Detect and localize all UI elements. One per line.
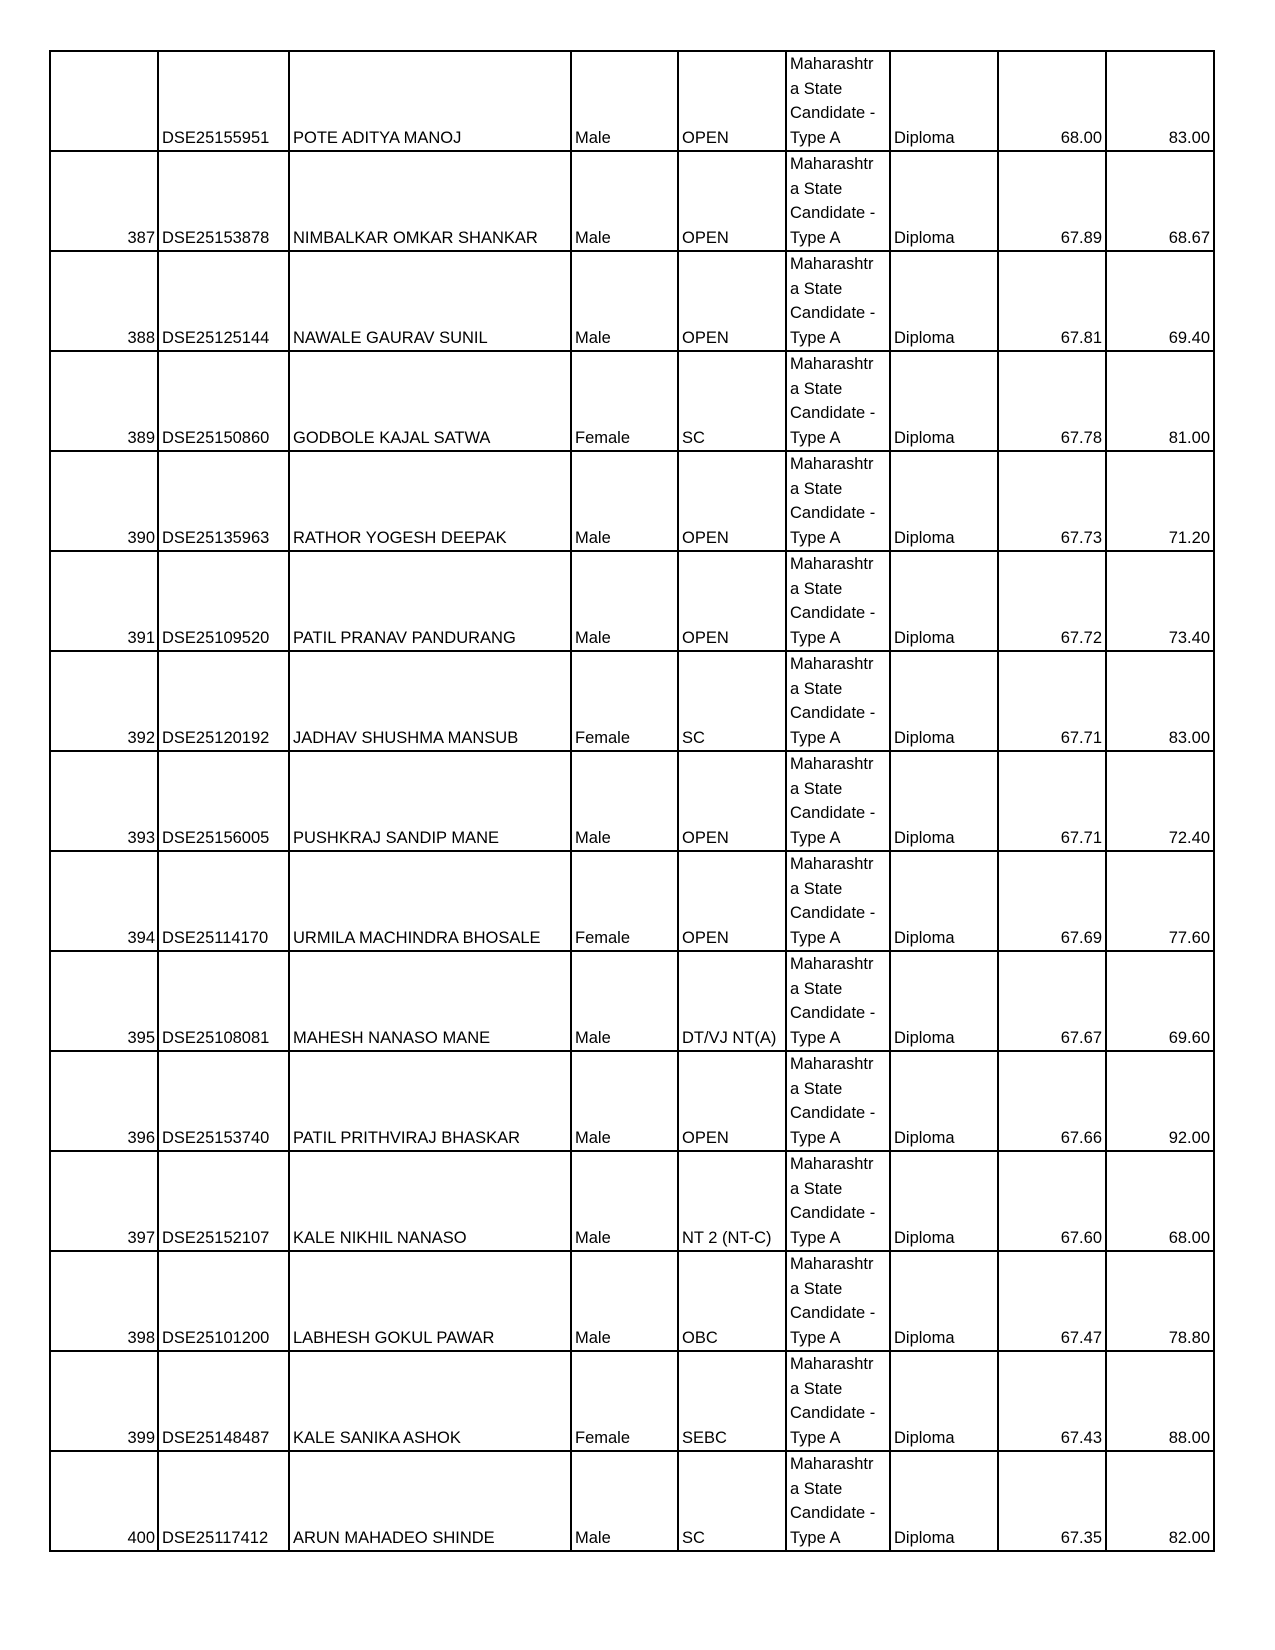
application-id-cell: DSE25153740 <box>158 1051 289 1151</box>
qualification-cell: Diploma <box>890 651 998 751</box>
gender-cell: Male <box>571 251 678 351</box>
gender-cell: Female <box>571 1351 678 1451</box>
table-row <box>50 1351 1214 1451</box>
serial-number-cell: 387 <box>50 151 158 251</box>
candidature-type-line: Maharashtr <box>790 655 874 673</box>
gender-cell: Male <box>571 1251 678 1351</box>
application-id-cell: DSE25101200 <box>158 1251 289 1351</box>
candidature-type-line: Maharashtr <box>790 355 874 373</box>
merit-score-cell: 67.72 <box>998 551 1106 651</box>
qualification-cell: Diploma <box>890 1051 998 1151</box>
serial-number-cell: 397 <box>50 1151 158 1251</box>
candidature-type-line: Candidate - <box>790 1104 876 1122</box>
qualification-cell: Diploma <box>890 551 998 651</box>
table-row <box>50 351 1214 451</box>
gender-cell: Male <box>571 751 678 851</box>
candidate-name-cell: KALE NIKHIL NANASO <box>289 1151 571 1251</box>
candidature-type-cell <box>786 251 890 351</box>
candidate-name-cell: KALE SANIKA ASHOK <box>289 1351 571 1451</box>
candidature-type-line: a State <box>790 1279 843 1298</box>
candidature-type-line: Candidate - <box>790 1304 876 1322</box>
merit-score-cell: 67.81 <box>998 251 1106 351</box>
candidature-type-line: a State <box>790 479 843 498</box>
candidature-type-line: Type A <box>790 1228 841 1247</box>
percentage-cell: 69.60 <box>1106 951 1214 1051</box>
candidate-name-cell: RATHOR YOGESH DEEPAK <box>289 451 571 551</box>
candidature-type-cell <box>786 551 890 651</box>
application-id-cell: DSE25150860 <box>158 351 289 451</box>
application-id-cell: DSE25135963 <box>158 451 289 551</box>
qualification-cell: Diploma <box>890 1151 998 1251</box>
serial-number-cell: 389 <box>50 351 158 451</box>
merit-score-cell: 67.35 <box>998 1451 1106 1551</box>
candidature-type-cell <box>786 51 890 151</box>
percentage-cell: 77.60 <box>1106 851 1214 951</box>
merit-score-cell: 67.71 <box>998 651 1106 751</box>
candidature-type-line: Maharashtr <box>790 255 874 273</box>
candidature-type-line: Maharashtr <box>790 1055 874 1073</box>
merit-score-cell: 67.47 <box>998 1251 1106 1351</box>
percentage-cell: 82.00 <box>1106 1451 1214 1551</box>
candidature-type-cell <box>786 1451 890 1551</box>
serial-number-cell <box>50 51 158 151</box>
candidature-type-cell <box>786 1351 890 1451</box>
candidature-type-line: Maharashtr <box>790 1455 874 1473</box>
candidature-type-cell <box>786 851 890 951</box>
gender-cell: Male <box>571 951 678 1051</box>
category-cell: OPEN <box>678 451 786 551</box>
candidature-type-line: Type A <box>790 328 841 347</box>
percentage-cell: 73.40 <box>1106 551 1214 651</box>
percentage-cell: 83.00 <box>1106 51 1214 151</box>
candidature-type-cell <box>786 151 890 251</box>
application-id-cell: DSE25125144 <box>158 251 289 351</box>
candidature-type-line: Candidate - <box>790 904 876 922</box>
candidate-name-cell: PATIL PRANAV PANDURANG <box>289 551 571 651</box>
qualification-cell: Diploma <box>890 951 998 1051</box>
category-cell: OPEN <box>678 151 786 251</box>
category-cell: OPEN <box>678 251 786 351</box>
candidature-type-line: Candidate - <box>790 204 876 222</box>
serial-number-cell: 394 <box>50 851 158 951</box>
percentage-cell: 69.40 <box>1106 251 1214 351</box>
table-row <box>50 751 1214 851</box>
candidate-name-cell: ARUN MAHADEO SHINDE <box>289 1451 571 1551</box>
gender-cell: Male <box>571 1151 678 1251</box>
gender-cell: Female <box>571 351 678 451</box>
application-id-cell: DSE25109520 <box>158 551 289 651</box>
qualification-cell: Diploma <box>890 1251 998 1351</box>
application-id-cell: DSE25117412 <box>158 1451 289 1551</box>
candidature-type-line: a State <box>790 1079 843 1098</box>
percentage-cell: 68.67 <box>1106 151 1214 251</box>
serial-number-cell: 392 <box>50 651 158 751</box>
application-id-cell: DSE25108081 <box>158 951 289 1051</box>
gender-cell: Male <box>571 551 678 651</box>
candidature-type-line: Candidate - <box>790 1504 876 1522</box>
percentage-cell: 83.00 <box>1106 651 1214 751</box>
candidature-type-line: Maharashtr <box>790 1155 874 1173</box>
merit-score-cell: 67.78 <box>998 351 1106 451</box>
merit-score-cell: 67.60 <box>998 1151 1106 1251</box>
merit-score-cell: 67.71 <box>998 751 1106 851</box>
candidature-type-line: Candidate - <box>790 104 876 122</box>
candidature-type-line: Maharashtr <box>790 1355 874 1373</box>
qualification-cell: Diploma <box>890 1351 998 1451</box>
table-row <box>50 1151 1214 1251</box>
table-row <box>50 1051 1214 1151</box>
category-cell: SEBC <box>678 1351 786 1451</box>
merit-score-cell: 67.43 <box>998 1351 1106 1451</box>
candidature-type-line: a State <box>790 379 843 398</box>
qualification-cell: Diploma <box>890 151 998 251</box>
candidate-name-cell: PUSHKRAJ SANDIP MANE <box>289 751 571 851</box>
candidature-type-line: a State <box>790 579 843 598</box>
candidature-type-line: a State <box>790 1379 843 1398</box>
candidature-type-line: Maharashtr <box>790 1255 874 1273</box>
serial-number-cell: 399 <box>50 1351 158 1451</box>
qualification-cell: Diploma <box>890 751 998 851</box>
application-id-cell: DSE25120192 <box>158 651 289 751</box>
candidature-type-line: Candidate - <box>790 404 876 422</box>
candidature-type-cell <box>786 951 890 1051</box>
serial-number-cell: 398 <box>50 1251 158 1351</box>
table-row <box>50 651 1214 751</box>
candidature-type-line: a State <box>790 1179 843 1198</box>
candidature-type-line: Candidate - <box>790 704 876 722</box>
table-row <box>50 551 1214 651</box>
candidature-type-line: Candidate - <box>790 1204 876 1222</box>
candidature-type-line: Candidate - <box>790 604 876 622</box>
application-id-cell: DSE25153878 <box>158 151 289 251</box>
gender-cell: Male <box>571 451 678 551</box>
category-cell: DT/VJ NT(A) <box>678 951 786 1051</box>
candidature-type-line: Type A <box>790 228 841 247</box>
candidate-name-cell: URMILA MACHINDRA BHOSALE <box>289 851 571 951</box>
candidature-type-line: Type A <box>790 728 841 747</box>
category-cell: OBC <box>678 1251 786 1351</box>
merit-score-cell: 68.00 <box>998 51 1106 151</box>
gender-cell: Male <box>571 1051 678 1151</box>
merit-score-cell: 67.69 <box>998 851 1106 951</box>
candidature-type-cell <box>786 451 890 551</box>
candidature-type-line: a State <box>790 879 843 898</box>
application-id-cell: DSE25152107 <box>158 1151 289 1251</box>
category-cell: OPEN <box>678 851 786 951</box>
gender-cell: Male <box>571 151 678 251</box>
category-cell: OPEN <box>678 751 786 851</box>
merit-score-cell: 67.73 <box>998 451 1106 551</box>
serial-number-cell: 390 <box>50 451 158 551</box>
candidature-type-line: Maharashtr <box>790 155 874 173</box>
candidature-type-line: a State <box>790 179 843 198</box>
qualification-cell: Diploma <box>890 1451 998 1551</box>
gender-cell: Female <box>571 651 678 751</box>
candidate-name-cell: GODBOLE KAJAL SATWA <box>289 351 571 451</box>
category-cell: SC <box>678 351 786 451</box>
serial-number-cell: 400 <box>50 1451 158 1551</box>
candidate-name-cell: MAHESH NANASO MANE <box>289 951 571 1051</box>
candidature-type-cell <box>786 751 890 851</box>
category-cell: OPEN <box>678 551 786 651</box>
merit-score-cell: 67.67 <box>998 951 1106 1051</box>
candidature-type-line: a State <box>790 79 843 98</box>
merit-score-cell: 67.66 <box>998 1051 1106 1151</box>
serial-number-cell: 396 <box>50 1051 158 1151</box>
percentage-cell: 92.00 <box>1106 1051 1214 1151</box>
candidature-type-line: Type A <box>790 1028 841 1047</box>
candidature-type-line: Type A <box>790 1528 841 1547</box>
table-row <box>50 951 1214 1051</box>
candidate-name-cell: NIMBALKAR OMKAR SHANKAR <box>289 151 571 251</box>
qualification-cell: Diploma <box>890 251 998 351</box>
candidature-type-cell <box>786 351 890 451</box>
candidature-type-line: Maharashtr <box>790 855 874 873</box>
candidature-type-cell <box>786 1251 890 1351</box>
gender-cell: Male <box>571 51 678 151</box>
candidature-type-cell <box>786 1051 890 1151</box>
candidature-type-line: Type A <box>790 428 841 447</box>
candidature-type-cell <box>786 1151 890 1251</box>
merit-list-table <box>49 50 1215 1552</box>
category-cell: SC <box>678 1451 786 1551</box>
candidature-type-cell <box>786 651 890 751</box>
table-row <box>50 1251 1214 1351</box>
candidate-name-cell: JADHAV SHUSHMA MANSUB <box>289 651 571 751</box>
candidate-name-cell: POTE ADITYA MANOJ <box>289 51 571 151</box>
table-row <box>50 1451 1214 1551</box>
candidature-type-line: Maharashtr <box>790 555 874 573</box>
serial-number-cell: 388 <box>50 251 158 351</box>
percentage-cell: 88.00 <box>1106 1351 1214 1451</box>
application-id-cell: DSE25156005 <box>158 751 289 851</box>
candidature-type-line: a State <box>790 279 843 298</box>
percentage-cell: 72.40 <box>1106 751 1214 851</box>
percentage-cell: 68.00 <box>1106 1151 1214 1251</box>
table-row <box>50 451 1214 551</box>
category-cell: OPEN <box>678 1051 786 1151</box>
candidature-type-line: Candidate - <box>790 1404 876 1422</box>
candidature-type-line: Candidate - <box>790 304 876 322</box>
table-row <box>50 251 1214 351</box>
category-cell: SC <box>678 651 786 751</box>
table-row <box>50 151 1214 251</box>
application-id-cell: DSE25155951 <box>158 51 289 151</box>
candidature-type-line: Candidate - <box>790 1004 876 1022</box>
candidature-type-line: Type A <box>790 1328 841 1347</box>
candidature-type-line: a State <box>790 779 843 798</box>
application-id-cell: DSE25148487 <box>158 1351 289 1451</box>
serial-number-cell: 395 <box>50 951 158 1051</box>
qualification-cell: Diploma <box>890 451 998 551</box>
percentage-cell: 71.20 <box>1106 451 1214 551</box>
category-cell: NT 2 (NT-C) <box>678 1151 786 1251</box>
candidate-name-cell: NAWALE GAURAV SUNIL <box>289 251 571 351</box>
gender-cell: Female <box>571 851 678 951</box>
qualification-cell: Diploma <box>890 51 998 151</box>
candidature-type-line: Type A <box>790 828 841 847</box>
candidature-type-line: a State <box>790 1479 843 1498</box>
serial-number-cell: 393 <box>50 751 158 851</box>
percentage-cell: 81.00 <box>1106 351 1214 451</box>
candidate-name-cell: LABHESH GOKUL PAWAR <box>289 1251 571 1351</box>
candidature-type-line: Maharashtr <box>790 755 874 773</box>
table-row <box>50 851 1214 951</box>
candidature-type-line: a State <box>790 679 843 698</box>
qualification-cell: Diploma <box>890 351 998 451</box>
candidature-type-line: Maharashtr <box>790 55 874 73</box>
candidature-type-line: Type A <box>790 128 841 147</box>
candidature-type-line: a State <box>790 979 843 998</box>
candidature-type-line: Type A <box>790 628 841 647</box>
category-cell: OPEN <box>678 51 786 151</box>
candidature-type-line: Candidate - <box>790 504 876 522</box>
candidature-type-line: Type A <box>790 1428 841 1447</box>
candidature-type-line: Type A <box>790 928 841 947</box>
application-id-cell: DSE25114170 <box>158 851 289 951</box>
merit-score-cell: 67.89 <box>998 151 1106 251</box>
candidature-type-line: Maharashtr <box>790 455 874 473</box>
percentage-cell: 78.80 <box>1106 1251 1214 1351</box>
candidature-type-line: Maharashtr <box>790 955 874 973</box>
candidature-type-line: Candidate - <box>790 804 876 822</box>
table-row <box>50 51 1214 151</box>
gender-cell: Male <box>571 1451 678 1551</box>
qualification-cell: Diploma <box>890 851 998 951</box>
candidate-name-cell: PATIL PRITHVIRAJ BHASKAR <box>289 1051 571 1151</box>
serial-number-cell: 391 <box>50 551 158 651</box>
candidature-type-line: Type A <box>790 528 841 547</box>
candidature-type-line: Type A <box>790 1128 841 1147</box>
